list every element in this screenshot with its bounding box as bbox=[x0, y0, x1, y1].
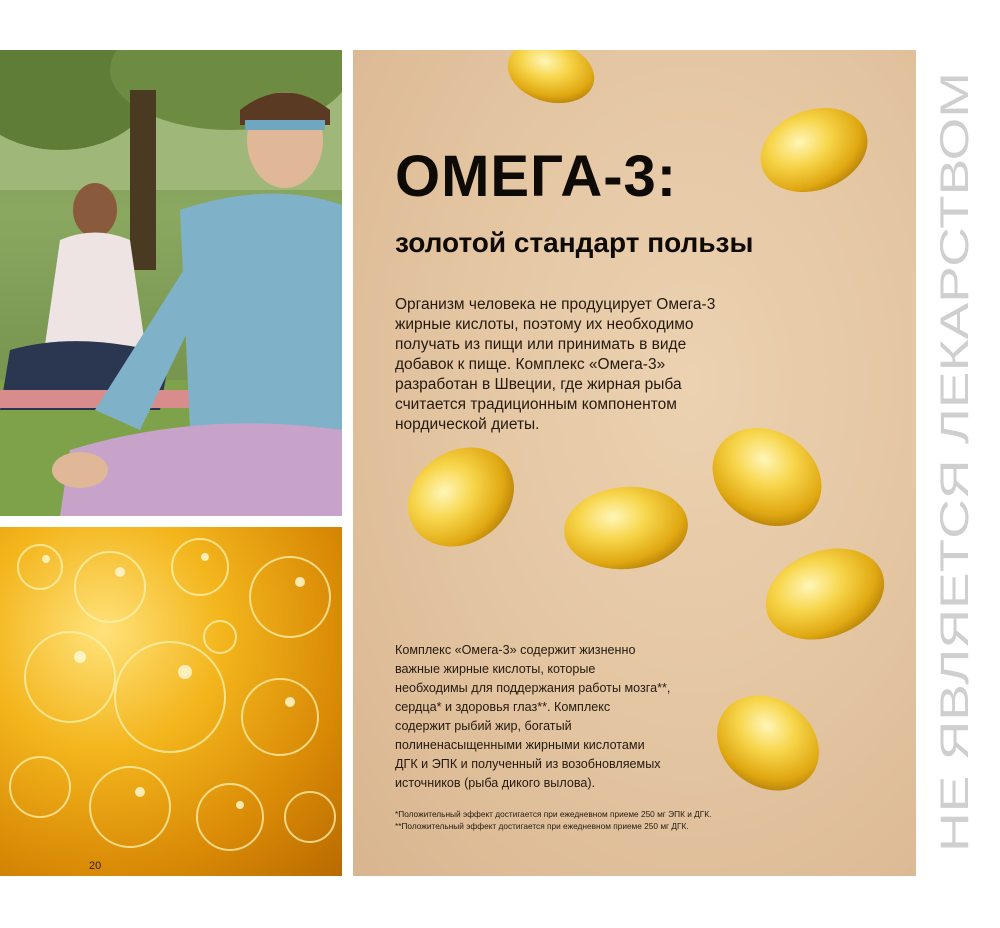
article-subtitle: золотой стандарт пользы bbox=[395, 227, 754, 258]
side-disclaimer-text: НЕ ЯВЛЯЕТСЯ ЛЕКАРСТВОМ bbox=[933, 284, 977, 852]
article-title: ОМЕГА-3: bbox=[395, 144, 678, 209]
yoga-photo bbox=[0, 50, 342, 516]
body-line: сердца* и здоровья глаз**. Комплекс bbox=[395, 700, 611, 714]
body-line: Комплекс «Омега-3» содержит жизненно bbox=[395, 643, 636, 657]
side-disclaimer bbox=[922, 40, 994, 860]
body-line: источников (рыба дикого вылова). bbox=[395, 776, 596, 790]
capsule bbox=[501, 50, 602, 112]
body-line: важные жирные кислоты, которые bbox=[395, 662, 596, 676]
capsule bbox=[749, 94, 880, 207]
page-number: 20 bbox=[89, 860, 102, 872]
intro-paragraph bbox=[395, 295, 825, 435]
capsule bbox=[561, 482, 692, 574]
footnote: *Положительный эффект достигается при ежедневном приеме 250 мг ЭПК и ДГК. bbox=[395, 809, 712, 819]
body-line: полиненасыщенными жирными кислотами bbox=[395, 738, 645, 752]
body-line: содержит рыбий жир, богатый bbox=[395, 719, 572, 733]
footnote: **Положительный эффект достигается при ежедневном приеме 250 мг ДГК. bbox=[395, 821, 689, 831]
intro-line: Организм человека не продуцирует Омега-3 bbox=[395, 296, 716, 313]
intro-line: разработан в Швеции, где жирная рыба bbox=[395, 376, 682, 393]
article-panel bbox=[353, 50, 916, 876]
intro-line: считается традиционным компонентом bbox=[395, 396, 677, 413]
capsule bbox=[753, 533, 897, 656]
intro-line: получать из пищи или принимать в виде bbox=[395, 336, 687, 353]
body-paragraph bbox=[395, 641, 735, 793]
oil-bubbles-photo bbox=[0, 527, 342, 876]
intro-line: жирные кислоты, поэтому их необходимо bbox=[395, 316, 694, 333]
intro-line: нордической диеты. bbox=[395, 416, 540, 433]
capsule bbox=[389, 427, 534, 567]
intro-line: добавок к пище. Комплекс «Омега-3» bbox=[395, 356, 666, 373]
body-line: необходимы для поддержания работы мозга**, bbox=[395, 681, 671, 695]
body-line: ДГК и ЭПК и полученный из возобновляемых bbox=[395, 757, 661, 771]
footnotes bbox=[395, 808, 815, 832]
